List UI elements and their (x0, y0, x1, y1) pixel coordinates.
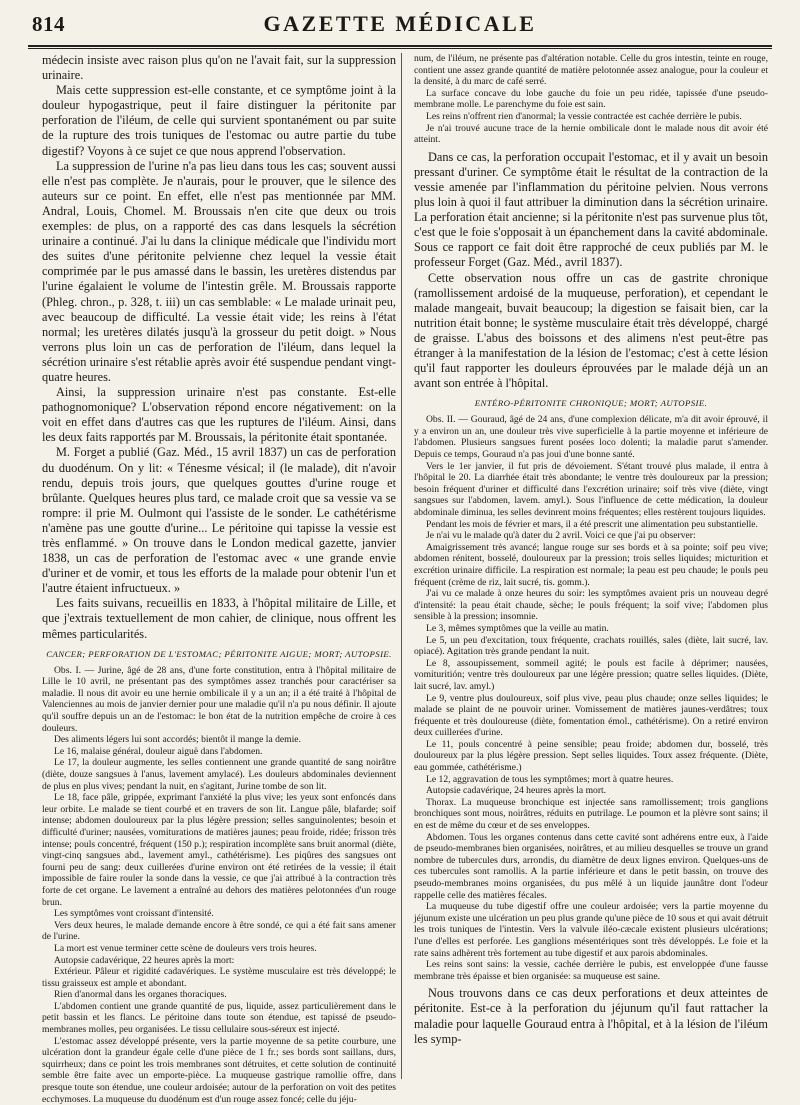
paragraph: Cette observation nous offre un cas de gastrite chronique (ramollissement ardoisé de la muqueuse, perforation), et cependant le malade mangeait, buvait beaucoup; la digestion se faisait bien, car la nutrition était bonne; le système musculaire était très développé, chargé de graisse. L'abus des boissons et des alimens n'est peut-être pas étranger à la manifestation de la lésion de l'estomac; c'est à cette lésion qu'il faut rapporter les douleurs éprouvées par le malade déjà un an avant son entrée à l'hôpital. (414, 270, 768, 391)
case-paragraph: Le 16, malaise général, douleur aiguë dans l'abdomen. (54, 745, 263, 757)
paragraph: Les faits suivans, recueillis en 1833, à l'hôpital militaire de Lille, et que j'extrais textuellement de mon cahier, de clinique, nous offrent les mêmes particularités. (42, 596, 396, 641)
paragraph: Nous trouvons dans ce cas deux perforations et deux atteintes de péritonite. Est-ce à la perforation du jéjunum qu'il faut rattacher la maladie pour laquelle Gouraud entra à l'hôpital, et à la lésion de l'iléum les symp- (414, 986, 768, 1046)
case-paragraph: L'estomac assez développé présente, vers la partie moyenne de sa petite courbure, une ulcération dont la grandeur égale celle d'une pièce de 1 fr.; ses bords sont saillans, durs, squirrheux; dans ce point les trois membranes sont détruites, et cette solution de continuité semble être faite avec un emporte-pièce. La muqueuse gastrique ramollie offre, dans presque toute son étendue, une couleur ardoisée; autour de la perforation on voit des petites ecchymoses. La muqueuse du duodénum est d'un rouge assez foncé; celle du jéju- (42, 1035, 396, 1105)
case-paragraph: Le 3, mêmes symptômes que la veille au matin. (426, 622, 609, 634)
case-paragraph: Autopsie cadavérique, 24 heures après la mort. (426, 785, 607, 797)
case-paragraph: Pendant les mois de février et mars, il a été prescrit une alimentation peu substantielle. (426, 518, 758, 530)
case-paragraph: Vers le 1er janvier, il fut pris de dévoiement. S'étant trouvé plus malade, il entra à l'hôpital le 20. La diarrhée était très abondante; le ventre très douloureux par la pression; besoin fréquent d'uriner et difficulté dans l'excrétion urinaire; soif très vive (diète, vingt sangsues sur l'abdomen, lavem. amyl.). Sous l'influence de cette médication, la douleur abdominale diminua, les selles devinrent moins fréquentes; elles restèrent toujours liquides. (414, 460, 768, 518)
page-header (28, 6, 772, 48)
case-paragraph: La muqueuse du tube digestif offre une couleur ardoisée; vers la partie moyenne du jéjunum existe une ulcération un peu plus grande qu'une pièce de 10 sous et qui avait détruit les trois tuniques de l'intestin. Vers la valvule iléo-cæcale existent plusieurs ulcérations; l'une d'elles est perforée. Les ganglions mésentériques sont très développés. Le foie et la rate sains adhèrent très fortement au tube digestif et aux parois abdominales. (414, 901, 768, 959)
case-paragraph: Les reins sont sains: la vessie, cachée derrière le pubis, est enveloppée d'une fausse membrane très épaisse et bien organisée: sa muqueuse est saine. (414, 959, 768, 982)
case-paragraph: Autopsie cadavérique, 22 heures après la mort: (54, 954, 235, 966)
case-paragraph: Rien d'anormal dans les organes thoraciques. (54, 989, 227, 1001)
case-paragraph: Le 9, ventre plus douloureux, soif plus vive, peau plus chaude; onze selles liquides; le malade se plaint de ne pouvoir uriner. Vomissement de matières jaunes-verdâtres; toux fréquente et très douloureuse (diète, fomentation émol., cathétérisme). On a retiré environ deux cuillerées d'urine. (414, 692, 768, 739)
header-rule (28, 45, 772, 49)
paragraph: Mais cette suppression est-elle constante, et ce symptôme joint à la douleur hypogastrique, peut il faire distinguer la péritonite par perforation de l'iléum, de celle qui survient spontanément ou par suite de la rupture des trois tuniques de l'estomac ou autre partie du tube digestif? Voyons à ce sujet ce que nous apprend l'observation. (42, 83, 396, 158)
case-paragraph: Je n'ai vu le malade qu'à dater du 2 avril. Voici ce que j'ai pu observer: (426, 530, 696, 542)
case-paragraph: La mort est venue terminer cette scène de douleurs vers trois heures. (54, 942, 317, 954)
case-paragraph: La surface concave du lobe gauche du foie un peu ridée, tapissée d'une pseudo-membrane molle. Le parenchyme du foie est sain. (414, 87, 768, 111)
section-heading: ENTÉRO-PÉRITONITE CHRONIQUE; MORT; AUTOPSIE. (474, 398, 708, 409)
case-paragraph: J'ai vu ce malade à onze heures du soir: les symptômes avaient pris un nouveau degré d'intensité: la peau était chaude, sèche; le pouls fréquent; la soif vive; l'abdomen plus sensible à la pression; insomnie. (414, 588, 768, 623)
journal-title: GAZETTE MÉDICALE (263, 11, 537, 36)
case-paragraph: Le 18, face pâle, grippée, exprimant l'anxiété la plus vive; les yeux sont enfoncés dans leur orbite. Le malade se tient courbé et en travers de son lit. Langue pâle, blafarde; soif intense; abdomen douloureux par la plus légère pression; selles sanguinolentes; besoin et difficulté d'uriner; nausées, vomiturations de matières jaunes; peau froide, ridée; frisson très intense; pouls concentré, fréquent (150 p.); respiration incomplète sans bruit anormal (diète, vingt-cinq sangsues abd., lavement amyl., cathétérisme). Les piqûres des sangsues ont fourni peu de sang: deux cuillerées d'urine environ ont été retirées de la vessie; il était impossible de faire rouler la sonde dans la vessie, ce que j'ai attribué à la contraction très forte de cet organe. Le lavement a entraîné au dehors des matières pelotonnées d'un rouge brun. (42, 792, 396, 908)
case-paragraph: Thorax. La muqueuse bronchique est injectée sans ramollissement; trois ganglions bronchiques sont mous, noirâtres, réduits en putrilage. Le poumon et la plèvre sont sains; il en est de même du cœur et de ses enveloppes. (414, 796, 768, 832)
paragraph: La suppression de l'urine n'a pas lieu dans tous les cas; souvent aussi elle n'est pas complète. Je n'aurais, pour le prouver, que le silence des auteurs sur ce point. En effet, elle n'est pas mentionnée par MM. Andral, Louis, Chomel. M. Broussais n'en cite que deux ou trois exemples: de plus, on a rapporté des cas dans lesquels la sécrétion urinaire a continué. J'ai lu dans la clinique médicale que l'individu mort des suites d'une péritonite pelvienne chez lequel la vessie était comprimée par le pus amassé dans le bassin, les uretères distendus par l'urine égalaient le volume de l'intestin grêle. M. Broussais rapporte (Phleg. chron., p. 328, t. iii) un cas semblable: « Le malade urinait peu, avec beaucoup de difficulté. La vessie était vide; les reins à l'état normal; les uretères dilatés jusqu'à la grosseur du petit doigt. » Nous verrons plus loin un cas de perforation de l'iléum, dans lequel la sécrétion urinaire s'est rétablie après avoir été suspendue pendant vingt-quatre heures. (42, 158, 396, 384)
case-paragraph: Abdomen. Tous les organes contenus dans cette cavité sont adhérens entre eux, à l'aide de pseudo-membranes bien organisées, noirâtres, et au milieu desquelles se trouve un grand nombre de tubercules durs, arrondis, du diamètre de deux lignes environ. Quelques-uns de ces tubercules sont ramollis. A la partie inférieure et dans le petit bassin, on trouve des pseudo-membranes moins organisées, du pus mêlé à un liquide jaunâtre dont l'odeur rappelle celle des matières fécales. (414, 831, 768, 901)
case-paragraph: Je n'ai trouvé aucune trace de la hernie ombilicale dont le malade nous dit avoir été atteint. (414, 122, 768, 146)
paragraph: médecin insiste avec raison plus qu'on ne l'avait fait, sur la suppression urinaire. (42, 53, 396, 83)
case-paragraph: Le 11, pouls concentré à peine sensible; peau froide; abdomen dur, bosselé, très douloureux par la plus légère pression. Sept selles liquides. Toux assez fréquente. (Diète, eau gommée, cathétérisme.) (414, 738, 768, 774)
case-paragraph: Les symptômes vont croissant d'intensité. (54, 908, 214, 920)
case-paragraph: Les reins n'offrent rien d'anormal; la vessie contractée est cachée derrière le pubis. (426, 110, 742, 122)
case-paragraph: Le 12, aggravation de tous les symptômes; mort à quatre heures. (426, 773, 674, 785)
case-paragraph: Le 8, assoupissement, sommeil agité; le pouls est facile à déprimer; nausées, vomituritión; ventre très douloureux par une légère pression; quatre selles liquides. (Diète, lait sucré, lav. amyl.) (414, 657, 768, 692)
section-heading: CANCER; PERFORATION DE L'ESTOMAC; PÉRITONITE AIGUE; MORT; AUTOPSIE. (46, 648, 392, 659)
paragraph: M. Forget a publié (Gaz. Méd., 15 avril 1837) un cas de perforation du duodénum. On y lit: « Ténesme vésical; il (le malade), dit n'avoir rendu, depuis trois jours, que quelques gouttes d'urine rouge et brûlante. Quelques heures plus tard, ce malade croit que sa vessie va se rompre: il prie M. Oulmont qui l'assiste de le sonder. Le cathétérisme n'amène pas une goutte d'urine... Le péritoine qui tapisse la vessie est très enflammé. » On trouve dans le London medical gazette, janvier 1838, un cas de perforation de l'estomac avec « une grande envie d'uriner et de vomir, et tous les efforts de la malade pour obtenir l'un et l'autre étaient infructueux. » (42, 445, 396, 596)
case-paragraph: Vers deux heures, le malade demande encore à être sondé, ce qui a été fait sans amener de l'urine. (42, 919, 396, 943)
page-number: 814 (32, 12, 65, 36)
left-column (42, 53, 396, 1105)
case-paragraph: num, de l'iléum, ne présente pas d'altération notable. Celle du gros intestin, teinte en rouge, contient une assez grande quantité de matière pelotonnée assez analogue, pour la couleur et la densité, à du marc de café serré. (414, 53, 768, 88)
case-paragraph: Des aliments légers lui sont accordés; bientôt il mange la demie. (54, 734, 301, 746)
case-paragraph: Amaigrissement très avancé; langue rouge sur ses bords et à sa pointe; soif peu vive; abdomen rénitent, bosselé, douloureux par la pression; trois selles liquides; micturition et excrétion urinaire difficile. La respiration est normale; la peau est peu chaude; le pouls peu fréquent (crème de riz, lait sucré, tis. gomm.). (414, 541, 768, 588)
case-paragraph: Le 5, un peu d'excitation, toux fréquente, crachats rouillés, sales (diète, lait sucré, lav. opiacé). Agitation très grande pendant la nuit. (414, 634, 768, 658)
case-paragraph: Obs. I. — Jurine, âgé de 28 ans, d'une forte constitution, entra à l'hôpital militaire de Lille le 10 avril, ne présentant pas des symptômes assez tranchés pour caractériser sa maladie. Il nous dit avoir eu une hernie ombilicale il y a un an; il a été traité à l'hôpital de Valenciennes au mois de janvier dernier pour une maladie qu'il n'a pu nous définir. Il ajoute qu'il souffre depuis un an de l'estomac: le bon état de la nutrition empêche de croire à ces douleurs. (42, 664, 396, 734)
case-paragraph: L'abdomen contient une grande quantité de pus, liquide, assez particulièrement dans le petit bassin et les flancs. Le péritoine dans toute son étendue, est tapissé de pseudo-membranes molles, peu organisées. Le tissu cellulaire sous-séreux est injecté. (42, 1000, 396, 1036)
column-divider (401, 53, 402, 1079)
paragraph: Dans ce cas, la perforation occupait l'estomac, et il y avait un besoin pressant d'uriner. Ce symptôme était le résultat de la contraction de la vessie amenée par l'inflammation du péritoine pelvien. Nous verrons plus loin à quoi il faut attribuer la diminution dans la sécrétion urinaire. La perforation était ancienne; si la péritonite n'est pas survenue plus tôt, c'est que le foie s'opposait à un épanchement dans la cavité abdominale. Sous ce rapport ce fait doit être rapproché de ceux publiés par M. le professeur Forget (Gaz. Méd., avril 1837). (414, 149, 768, 270)
case-paragraph: Extérieur. Pâleur et rigidité cadavériques. Le système musculaire est très développé; le tissu graisseux est ample et abondant. (42, 966, 396, 989)
paragraph: Ainsi, la suppression urinaire n'est pas constante. Est-elle pathognomonique? L'observation répond encore négativement: on la voit en effet dans d'autres cas que les ruptures de l'iléum. Ainsi, dans les deux faits rapportés par M. Broussais, la péritonite était spontanée. (42, 385, 396, 445)
right-column (414, 53, 768, 1083)
case-paragraph: Obs. II. — Gouraud, âgé de 24 ans, d'une complexion délicate, m'a dit avoir éprouvé, il y a environ un an, une douleur très vive superficielle à la partie moyenne et inférieure de l'abdomen. Plusieurs sangsues furent posées loco dolenti; la maladie parut s'amender. Depuis ce temps, Gouraud n'a pas joui d'une bonne santé. (414, 414, 768, 461)
case-paragraph: Le 17, la douleur augmente, les selles contiennent une grande quantité de sang noirâtre (diète, douze sangsues à l'anus, lavement amylacé). Les douleurs abdominales deviennent de plus en plus vives; pendant la nuit, en s'agitant, Jurine tombe de son lit. (42, 757, 396, 792)
